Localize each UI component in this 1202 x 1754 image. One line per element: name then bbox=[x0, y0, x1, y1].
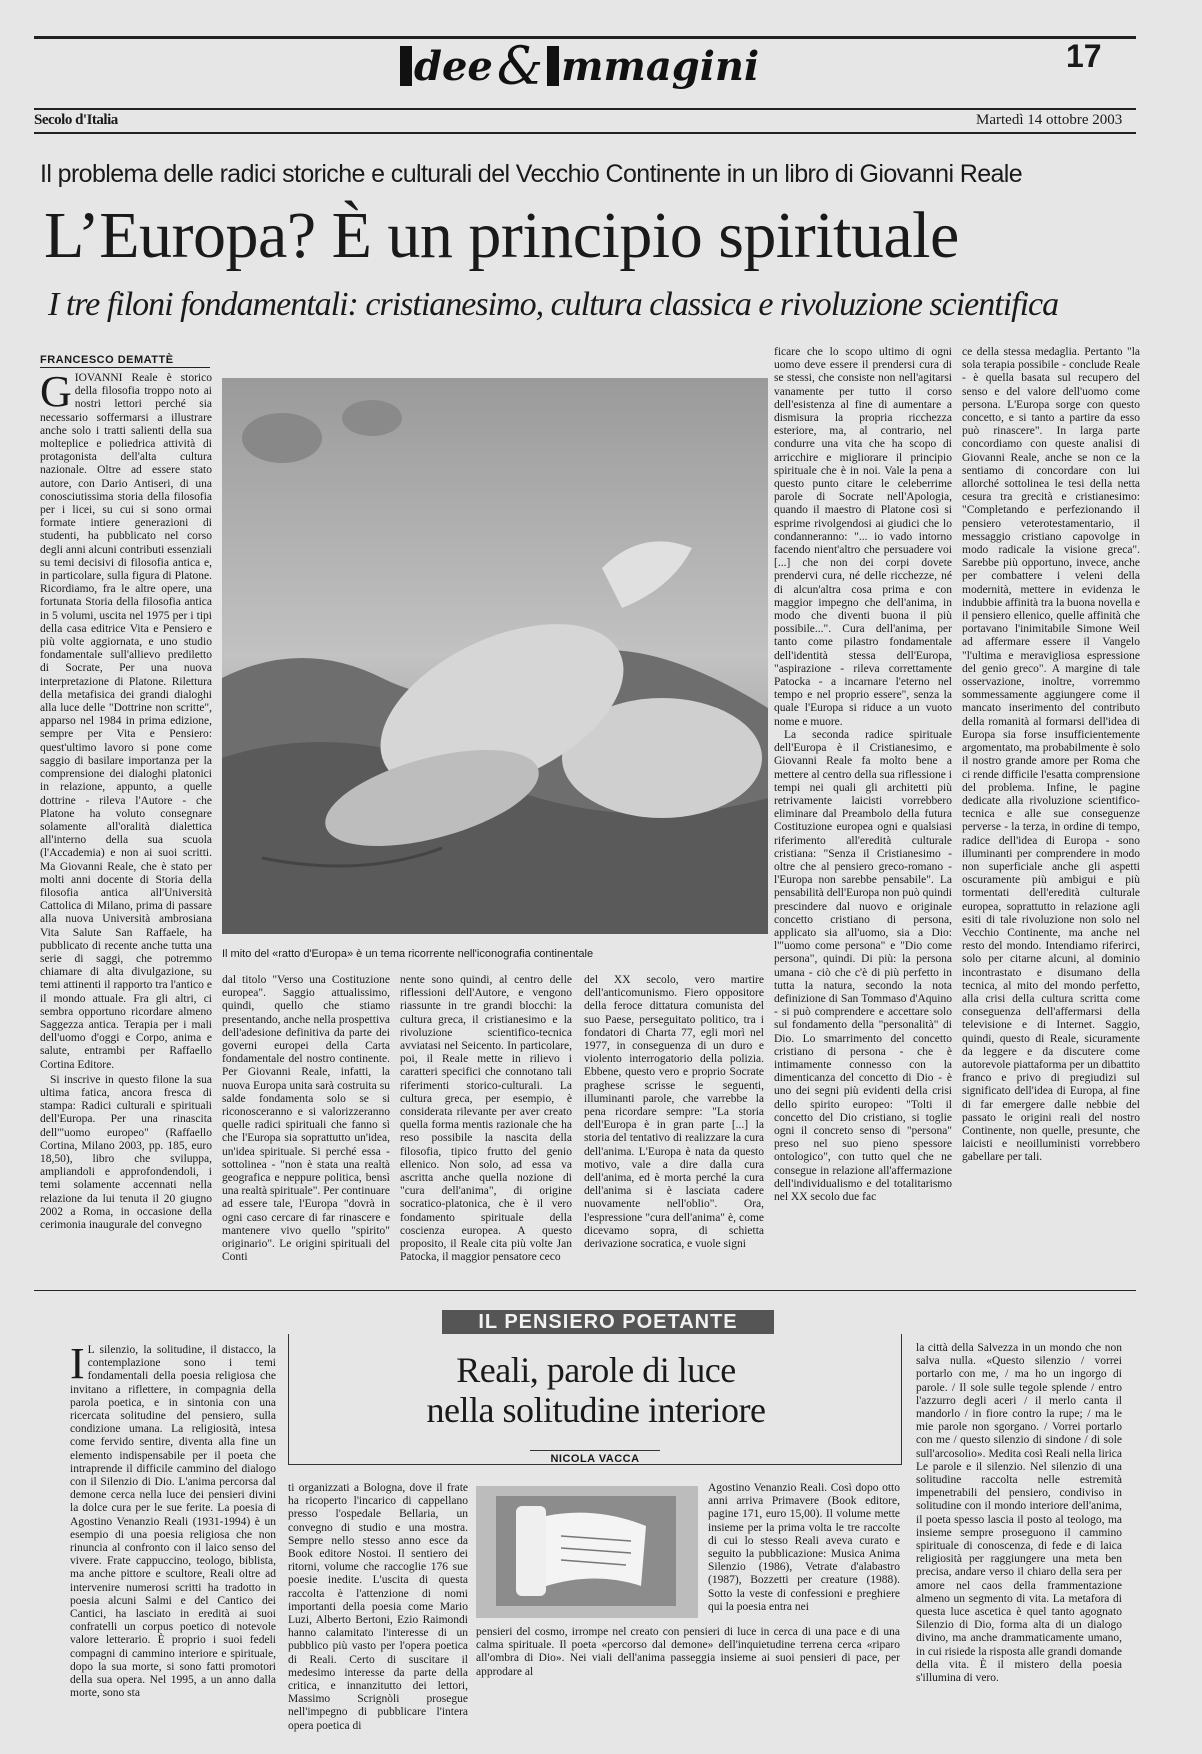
section-word-1: dee bbox=[414, 43, 493, 90]
feature-column-3-bottom bbox=[476, 1626, 900, 1742]
article-column-5 bbox=[962, 346, 1140, 1274]
europa-painting-image bbox=[222, 378, 768, 934]
feature-column-2 bbox=[288, 1482, 468, 1742]
feature-paragraph: pensieri del cosmo, irrompe nel creato con pensieri di luce in cerca di una pace e di una calma spirituale. Il poeta «percorso dal demone» dell'inquietudine terrena cerca «riparo all'ombra di Dio». Nei viali dell'anima passeggia insieme ai suoi pensieri di pace, per approdare al bbox=[476, 1626, 900, 1678]
image-caption: Il mito del «ratto d'Europa» è un tema ricorrente nell'iconografia continentale bbox=[222, 948, 594, 960]
newspaper-name: Secolo d'Italia bbox=[34, 112, 118, 128]
scroll-icon bbox=[476, 1486, 698, 1618]
book-scroll-image bbox=[476, 1486, 698, 1618]
article-subhead: I tre filoni fondamentali: cristianesimo, cultura classica e rivoluzione scientifica bbox=[48, 286, 1059, 323]
article-column-4-bottom bbox=[584, 974, 764, 1274]
feature-dropcap: I bbox=[70, 1339, 85, 1388]
issue-date: Martedì 14 ottobre 2003 bbox=[976, 112, 1123, 128]
article-byline: FRANCESCO DEMATTÈ bbox=[40, 354, 210, 368]
masthead-top-rule bbox=[34, 36, 1136, 39]
feature-paragraph: la città della Salvezza in un mondo che non salva nulla. «Questo silenzio / vorrei portarlo con me, / ma ho un ingorgo di parole. / Il sole sulle tegole splende / entro l'azzurro degli aceri / il merlo canta il mandorlo / in fiore contro la rupe; / ma le mie parole non sgorgano. / Vorrei portarlo con me / questo silenzio di sindone / di sole sull'arcosolio». Medita così Reali nella lirica Le parole e il silenzio. Nel silenzio di una solitudine raccolta nelle estremità impenetrabili del pensiero, condiviso in solitudine con il mondo interiore dell'anima, il poeta spesso lascia il posto al teologo, ma insieme sempre proseguono il cammino spirituale di conoscenza, di fede e di laica religiosità per raggiungere una meta ben precisa, andare verso il chiaro della sera per amore nel caos della frammentazione almeno un segmento di vita. La metafora di questa luce ascetica è quel tanto agognato Silenzio di Dio, forma alta di un dialogo divino, ma anche drammaticamente umano, in cui risiede la risposta alle grandi domande della vita. È il mistero della poesia s'illumina di vero. bbox=[916, 1342, 1122, 1685]
article-paragraph: ce della stessa medaglia. Pertanto "la sola terapia possibile - conclude Reale - è quella basata sul recupero del senso e del valore dell'uomo come persona. L'Europa sorge con questo concetto, e si tanto a partire da esso può rinascere". In larga parte concordiamo con queste analisi di Giovanni Reale, anche se non ce la sentiamo di concordare con lui allorché sottolinea le tesi della netta cesura tra grecità e cristianesimo: "Completando e perfezionando il pensiero veterotestamentario, il messaggio cristiano capovolge in modo radicale la visione greca". Sarebbe più opportuno, invece, anche per combattere i veleni della modernità, mettere in evidenza le indubbie affinità tra la buona novella e il pensiero ellenico, quelle affinità che portavano l'inimitabile Simone Weil ad affermare essere il Vangelo "l'ultima e meravigliosa espressione del genio greco". A margine di tale osservazione, inoltre, vorremmo sommessamente aggiungere come il mancato inserimento del contributo della romanità al formarsi dell'idea di Europa sia forse insufficientemente argomentato, ma probabilmente è solo il nostro grande amore per Roma che ci rende difficile l'esatta comprensione del problema. Infine, le pagine dedicate alla rivoluzione scientifico-tecnica e alle sue conseguenze perverse - la terza, in ordine di tempo, radice dell'idea di Europa - sono illuminanti per comprendere in modo non superficiale anche gli aspetti oscuramente più ambigui e più tormentati dell'eredità culturale europea, soprattutto in relazione agli esiti di tale rivoluzione non solo nel Vecchio Continente, ma anche nel resto del mondo. Intendiamo riferirci, solo per citarne alcuni, al dominio incontrastato e disumano della tecnica, al mito del mondo perfetto, alla crisi della cultura scritta come conseguenza dell'affermarsi della televisione e di Internet. Saggio, quindi, questo di Reale, sicuramente da leggere e da discutere come autorevole piattaforma per un dibattito franco e privo di pregiudizi sul significato dell'idea di Europa, al fine di far emergere dalle nebbie del passato le origini reali del nostro Continente, non quelle, presunte, che laicisti e neoilluministi vorrebbero gabellare per tali. bbox=[962, 346, 1140, 1164]
europa-painting-icon bbox=[222, 378, 768, 934]
article-paragraph: IOVANNI Reale è storico della filosofia troppo noto ai nostri lettori perché sia necessario soffermarsi a illustrare anche solo i tratti salienti della sua molteplice e poliedrica attività di protagonista dell'alta cultura nazionale. Oltre ad essere stato autore, con Dario Antiseri, di una conosciutissima storia della filosofia per i licei, su cui si sono ormai formate intiere generazioni di studenti, ha pubblicato nel corso degli anni alcuni contributi essenziali su temi decisivi di filosofia antica e, in particolare, sulla figura di Platone. Ricordiamo, fra le altre opere, una fortunata Storia della filosofia antica in 5 volumi, uscita nel 1975 per i tipi della casa editrice Vita e Pensiero e più volte aggiornata, e uno studio fondamentale sull'allievo prediletto di Socrate, Per una nuova interpretazione di Platone. Rilettura della metafisica dei grandi dialoghi alla luce delle "Dottrine non scritte", apparso nel 1984 in prima edizione, sempre per Vita e Pensiero: quest'ultimo lavoro si pone come saggio di basilare importanza per la comprensione dei dialoghi platonici in relazione, appunto, a quelle dottrine - rileva l'Autore - che Platone ha voluto consegnare solamente all'oralità dialettica all'interno della sua scuola (l'Accademia) e non ai suoi scritti. Ma Giovanni Reale, che è stato per molti anni docente di Storia della filosofia antica all'Università Cattolica di Milano, prima di passare alla nuova Università ambrosiana Vita Salute San Raffaele, ha pubblicato di recente anche tutta una serie di saggi, che potremmo chiamare di alta divulgazione, su temi attinenti il rapporto tra l'antico e il mondo attuale. Fra gli altri, ci sembra opportuno ricordare almeno Saggezza antica. Terapia per i mali dell'uomo d'oggi e Corpo, anima e salute, entrambi per Raffaello Cortina Editore. bbox=[40, 372, 212, 1071]
article-column-3 bbox=[400, 974, 572, 1274]
article-dropcap: G bbox=[40, 367, 72, 416]
article-column-2 bbox=[222, 974, 390, 1274]
article-headline: L’Europa? È un principio spirituale bbox=[44, 199, 959, 272]
article-paragraph: ficare che lo scopo ultimo di ogni uomo deve essere il prendersi cura di se stessi, che consiste non nell'agitarsi vanamente per tutto il corso dell'esistenza al fine di aumentare a dismisura la propria ricchezza esteriore, ma, al contrario, nel condurre una vita che ha scopo di arricchire e migliorare il principio spirituale che è in noi. Vale la pena a questo punto citare le celeberrime parole di Socrate nell'Apologia, quando il maestro di Platone così si esprime rivolgendosi ai giudici che lo condanneranno: "... io vado intorno facendo nient'altro che persuadere voi [...] che non dei corpi dovete prendervi cura, né delle ricchezze, né di alcun'altra cosa prima e con maggior impegno che dell'anima, in modo che diventi buona il più possibile...". Cura dell'anima, per tanto come pilastro fondamentale dell'identità stessa dell'Europa, "aspirazione - rileva correttamente Patocka - a incarnare l'eterno nel tempo e nel proprio essere", senza la quale l'Europa si riduce a un vuoto nome e muore. bbox=[774, 346, 952, 728]
article-paragraph: Si inscrive in questo filone la sua ultima fatica, ancora fresca di stampa: Radici culturali e spirituali dell'Europa. Per una rinascita dell'"uomo europeo" (Raffaello Cortina, Milano 2003, pp. 185, euro 18,50), libro che sviluppa, ampliandoli e approfondendoli, i temi solamente accennati nella relazione da lui tenuta il 20 giugno 2002 a Roma, in occasione della cerimonia inaugurale del convegno bbox=[40, 1073, 212, 1231]
article-column-4-top bbox=[774, 346, 952, 1203]
feature-banner: IL PENSIERO POETANTE bbox=[442, 1310, 774, 1334]
article-paragraph: dal titolo "Verso una Costituzione europea". Saggio attualissimo, quindi, quello che stiamo presentando, anche nella prospettiva dell'adesione definitiva da parte dei governi europei della Carta fondamentale del nostro continente. Per Giovanni Reale, infatti, la nuova Europa unita sarà costruita su salde fondamenta solo se si riconosceranno e si valorizzeranno quelle radici spirituali che fanno sì che l'Europa sia soprattutto un'idea, un'idea spirituale. Si perché essa - sottolinea - "non è stata una realtà geografica e neppure politica, bensì una realtà spirituale". Per continuare ad essere tale, l'Europa "dovrà in ogni caso cercare di far rinascere e mantenere vivo quello "spirito" originario". Le origini spirituali del Conti bbox=[222, 974, 390, 1264]
section-title bbox=[400, 37, 820, 97]
feature-title bbox=[290, 1350, 902, 1430]
article-paragraph: nente sono quindi, al centro delle riflessioni dell'Autore, e vengono riassunte in tre grandi blocchi: la cultura greca, il cristianesimo e la rivoluzione scientifico-tecnica avviatasi nel Seicento. In particolare, poi, il Reale mette in rilievo i caratteri specifici che connotano tali riferimenti storico-culturali. La cultura greca, per esempio, è considerata rilevante per aver creato quella forma mentis razionale che ha reso possibile la nascita della filosofia, tipico frutto del genio ellenico. Non solo, ad essa va ascritta anche quella nozione di "cura dell'anima", di origine socratico-platonica, che è il vero fondamento spirituale della coscienza europea. A questo proposito, il Reale cita più volte Jan Patocka, il maggior pensatore ceco bbox=[400, 974, 572, 1264]
feature-paragraph: Agostino Venanzio Reali. Così dopo otto anni arriva Primavere (Book editore, pagine 171, euro 15,00). Il volume mette insieme per la prima volta le tre raccolte di cui lo stesso Reali aveva curato e seguito la pubblicazione: Musica Anima Silenzio (1986), Vetrate d'alabastro (1987), Bozzetti per creature (1988). Sotto la veste di confessioni e preghiere qui la poesia entra nei bbox=[708, 1482, 900, 1613]
feature-column-1 bbox=[70, 1339, 276, 1742]
section-letter-bar bbox=[400, 46, 412, 86]
header-rule bbox=[34, 132, 1136, 134]
section-letter-bar-2 bbox=[547, 46, 559, 86]
feature-divider bbox=[34, 1290, 1136, 1291]
page-number: 17 bbox=[1066, 38, 1102, 74]
feature-title-line-2: nella solitudine interiore bbox=[426, 1390, 766, 1430]
article-paragraph: La seconda radice spirituale dell'Europa è il Cristianesimo, e Giovanni Reale fa molto bene a mettere al centro della sua riflessione i tempi nei quali gli architetti più retrivamente laicisti vorrebbero eliminare dal Preambolo della futura Costituzione europea ogni e qualsiasi riferimento all'eredità culturale cristiana: "Senza il Cristianesimo - oltre che al pensiero greco-romano - l'Europa non sarebbe pensabile". La pensabilità dell'Europa non può quindi prescindere dal nuovo e originale concetto cristiano di persona, applicato sia all'uomo, sia a Dio: l'"uomo come persona" e "Dio come persona", quindi. Di più: la persona umana - ciò che c'è di più perfetto in tutta la natura, secondo la nota definizione di San Tommaso d'Aquino - si può comprendere e accettare solo sul fondamento della "personalità" di Dio. Lo smarrimento del concetto cristiano di persona - che è intimamente connesso con la dimenticanza del concetto di Dio - è uno dei segni più evidenti della crisi dello spirito europeo: "Tolti il concetto del Dio cristiano, si toglie ogni il concreto senso di "persona" preso nel suo pieno spessore ontologico", con tutto quel che ne consegue in relazione all'affermazione dell'individualismo e del totalitarismo nel XX secolo due fac bbox=[774, 728, 952, 1203]
article-kicker: Il problema delle radici storiche e culturali del Vecchio Continente in un libro di Giovanni Reale bbox=[40, 160, 1023, 188]
section-ampersand: & bbox=[496, 37, 544, 97]
feature-author: NICOLA VACCA bbox=[530, 1450, 660, 1465]
section-word-2: mmagini bbox=[561, 43, 760, 90]
masthead-bottom-rule bbox=[34, 108, 1136, 110]
article-column-1 bbox=[40, 367, 212, 1274]
feature-paragraph: ti organizzati a Bologna, dove il frate ha ricoperto l'incarico di cappellano presso l'ospedale Bellaria, un convegno di studio e una mostra. Sempre nello stesso anno esce da Book editore Nostoi. Il sentiero dei ritorni, volume che raccoglie 176 sue poesie inedite. L'uscita di questa raccolta è l'attenzione di nomi importanti della poesia come Mario Luzi, Alberto Bertoni, Ezio Raimondi hanno calamitato l'interesse di un pubblico più vasto per l'opera poetica di Reali. Certo di suscitare il medesimo interesse da parte della critica, e innanzitutto dei lettori, Massimo Scrignòli prosegue nell'impegno di pubblicare l'intera opera poetica di bbox=[288, 1482, 468, 1732]
feature-paragraph: L silenzio, la solitudine, il distacco, la contemplazione sono i temi fondamentali della poesia religiosa che invitano a riflettere, in compagnia della parola poetica, e in sintonia con una ricercata solitudine del pensiero, sulla condizione umana. La religiosità, intesa come fervido sentire, diventa alla fine un elemento indispensabile per il poeta che intraprende il difficile cammino del dialogo con il Silenzio di Dio. L'anima percorsa dal demone cerca nella luce dei pensieri divini la dolce cura per le sue ferite. La poesia di Agostino Venanzio Reali (1931-1994) è un esempio di una poesia religiosa che non rinuncia al confronto con il laico senso del vivere. Frate cappuccino, teologo, biblista, ma anche pittore e scultore, Reali oltre ad intervenire numerosi scritti ha tradotto in poesia alcuni Salmi e del Cantico dei Cantici, ha lasciato in eredità ai suoi confratelli un corpus poetico di notevole valore letterario. È proprio i suoi fedeli compagni di cammino interiore e spirituale, dopo la sua morte, si sono fatti promotori della sua opera. Nel 1995, a un anno dalla morte, sono sta bbox=[70, 1344, 276, 1700]
feature-column-3-top bbox=[708, 1482, 900, 1613]
feature-column-4 bbox=[916, 1342, 1122, 1742]
feature-title-line-1: Reali, parole di luce bbox=[456, 1350, 736, 1390]
article-paragraph: del XX secolo, vero martire dell'anticomunismo. Fiero oppositore della feroce dittatura comunista del suo Paese, perseguitato politico, tra i fondatori di Charta 77, egli morì nel 1977, in conseguenza di un duro e violento interrogatorio della polizia. Ebbene, questo vero e proprio Socrate praghese scrisse le seguenti, illuminanti parole, che varrebbe la pena ricordare sempre: "La storia dell'Europa è in gran parte [...] la storia del tentativo di realizzare la cura dell'anima. L'Europa è nata da questo motivo, vale a dire dalla cura dell'anima, ed è morta perché la cura dell'anima si è lasciata cadere nuovamente nell'oblio". Ora, l'espressione "cura dell'anima" è, come dicevamo sopra, di schietta derivazione socratica, e vuole signi bbox=[584, 974, 764, 1251]
